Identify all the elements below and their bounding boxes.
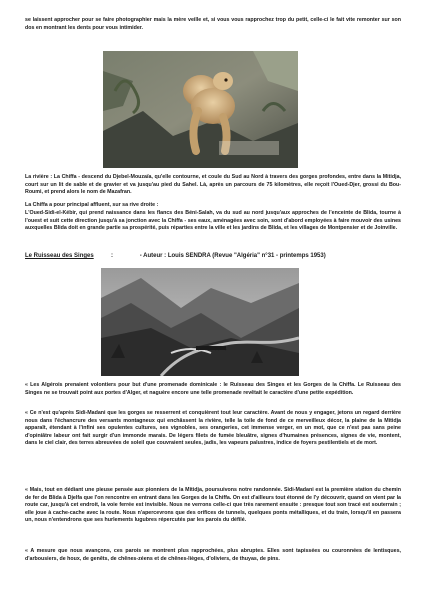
monkey-photo-drawing: [103, 51, 298, 168]
paragraph-quote-2: « Ce n'est qu'après Sidi-Madani que les gorges se resserrent et conquièrent tout leur caractère. Avant de nous y engager, jetons un regard derrière nous dans l'échancrure des versants montagneux qui enchâssent la rivière, telle la toile de fond de ce merveilleux décor, la plaine de la Mitidja apparaît, étendant à l'infini ses opulentes cultures, ses vignobles, ses orangeries, cet immense verger, en un mot, que ce n'est pas sans peine d'opiniâtre labeur ont fait surgir d'un immonde marais. De légers filets de fumée bleuâtre, signes d'humaines présences, signes de vie, montent, dans le ciel clair, des terres abreuvées de soleil que couvraient seules, jadis, les vapeurs palustres, indice de foyers pestilentiels et de mort.: [25, 410, 401, 447]
paragraph-riviere: La rivière : La Chiffa - descend du Djebel-Mouzaïa, qu'elle contourne, et coule du Sud au Nord à travers des gorges profondes, entre dans la Mitidja, court sur un lit de sable et de gravier et va jusqu'au pied du Sahel. Là, après un parcours de 75 kilomètres, elle reçoit l'Oued-Djer, grossi du Bou-Roumi, et prend alors le nom de Mazafran.: [25, 174, 401, 196]
paragraph-quote-1: « Les Algérois prenaient volontiers pour but d'une promenade dominicale : le Ruisseau des Singes et les Gorges de la Chiffa. Le Ruisseau des Singes ne se trouvait point aux portes d'Alger, et naguère encore une telle promenade revêtait le caractère d'une petite expédition.: [25, 382, 401, 396]
monkey-photo: [103, 51, 298, 168]
paragraph-affluent-1: La Chiffa a pour principal affluent, sur sa rive droite :: [25, 202, 159, 208]
gorges-photo: [101, 268, 299, 376]
author-credit: - Auteur : Louis SENDRA (Revue "Algéria" n°31 - printemps 1953): [139, 253, 326, 259]
paragraph-affluent-2: L'Oued-Sidi-el-Kébir, qui prend naissance dans les flancs des Béni-Salah, va du sud au nord jusqu'aux approches de l'enceinte de Blida, tourne à l'ouest et suit cette direction jusqu'à sa jonction avec la Chiffa - ses eaux, aménagées avec soin, sont d'abord employées à faire mouvoir des usines auxquelles Blida doit en grande partie sa prospérité, puis réparties entre la ville et les jardins de Blida, et les villages de Montpensier et de Joinville.: [25, 210, 401, 232]
paragraph-quote-4: « A mesure que nous avançons, ces parois se montrent plus rapprochées, plus abruptes. Elles sont tapissées ou couronnées de lentisques, d'arbousiers, de houx, de genêts, de chênes-zéens et de chênes-lièges, d'oliviers, de thuyas, de pins.: [25, 548, 401, 562]
section-separator: :: [111, 253, 114, 259]
section-heading: [25, 253, 326, 259]
paragraph-intro: se laissent approcher pour se faire photographier mais la mère veille et, si vous vous rapprochez trop du petit, celle-ci le fait vite remonter sur son dos en montrant les dents pour vous intimider.: [25, 17, 401, 31]
gorges-photo-drawing: [101, 268, 299, 376]
paragraph-quote-3: « Mais, tout en dédiant une pieuse pensée aux pionniers de la Mitidja, poursuivons notre randonnée. Sidi-Madani est la première station du chemin de fer de Blida à Djelfa que l'on rencontre en entrant dans les Gorges de la Chiffa. On est d'ailleurs tout étonné de l'y découvrir, quand on vient par la route car, jusqu'à cet endroit, la voie ferrée est invisible. Nous ne verrons celle-ci que très rarement ensuite : presque tout son tracé est souterrain ; elle joue à cache-cache avec la route. Nous n'apercevrons que des orifices de tunnels, quelques ponts métalliques, et du train, lorsqu'il en passera un, nous n'entendrons que ses hurlements lugubres répercutés par les parois du défilé.: [25, 487, 401, 524]
section-author: [140, 253, 326, 259]
section-title: Le Ruisseau des Singes: [25, 253, 94, 259]
